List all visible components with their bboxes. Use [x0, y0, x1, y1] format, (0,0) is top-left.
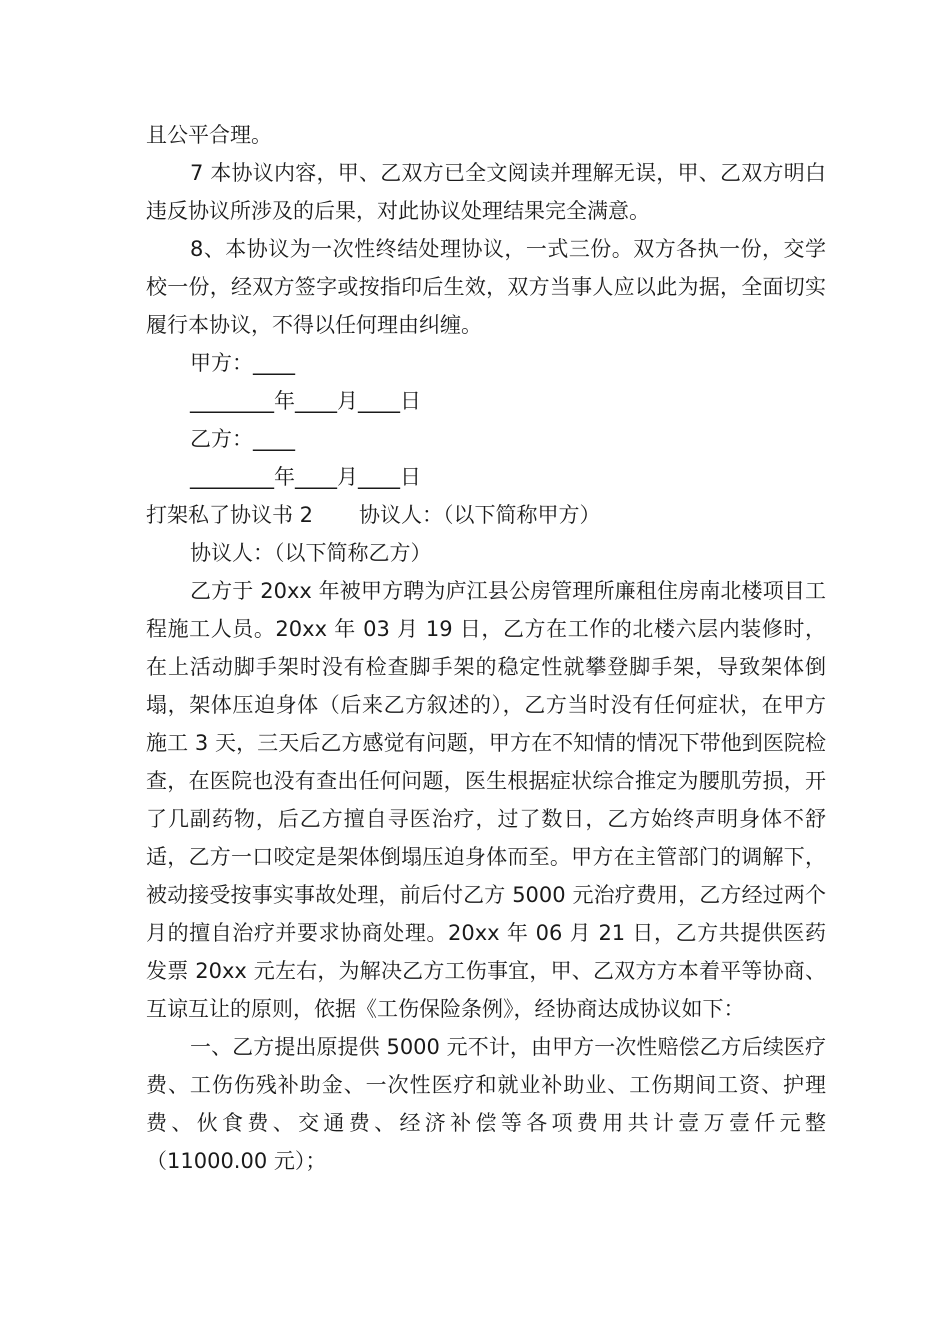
document-page — [146, 116, 826, 1180]
party-a-label: 协议人：（以下简称甲方） — [359, 503, 601, 527]
paragraph-clause-one: 一、乙方提出原提供 5000 元不计，由甲方一次性赔偿乙方后续医疗费、工伤伤残补助金、一次性医疗和就业补助业、工伤期间工资、护理费、伙食费、交通费、经济补偿等各项费用共计壹万壹仟元整（11000.00 元）； — [146, 1035, 826, 1173]
paragraph-intro-tail: 且公平合理。 — [146, 123, 272, 147]
signature-date-b: ________年____月____日 — [190, 465, 421, 489]
paragraph-clause-8: 8、本协议为一次性终结处理协议，一式三份。双方各执一份，交学校一份，经双方签字或按指印后生效，双方当事人应以此为据，全面切实履行本协议，不得以任何理由纠缠。 — [146, 237, 826, 337]
agreement-title: 打架私了协议书 2 — [146, 503, 314, 527]
paragraph-background: 乙方于 20xx 年被甲方聘为庐江县公房管理所廉租住房南北楼项目工程施工人员。20xx 年 03 月 19 日，乙方在工作的北楼六层内装修时，在上活动脚手架时没有检查脚手架的稳定性就攀登脚手架，导致架体倒塌，架体压迫身体（后来乙方叙述的），乙方当时没有任何症状，在甲方施工 3 天，三天后乙方感觉有问题，甲方在不知情的情况下带他到医院检查，在医院也没有查出任何问题，医生根据症状综合推定为腰肌劳损，开了几副药物，后乙方擅自寻医治疗，过了数日，乙方始终声明身体不舒适，乙方一口咬定是架体倒塌压迫身体而至。甲方在主管部门的调解下，被动接受按事实事故处理，前后付乙方 5000 元治疗费用，乙方经过两个月的擅自治疗并要求协商处理。20xx 年 06 月 21 日，乙方共提供医药发票 20xx 元左右，为解决乙方工伤事宜，甲、乙双方方本着平等协商、互谅互让的原则，依据《工伤保险条例》，经协商达成协议如下： — [146, 579, 826, 1021]
party-b-label: 协议人：（以下简称乙方） — [190, 541, 432, 565]
signature-party-a: 甲方：____ — [190, 351, 295, 375]
paragraph-clause-7: 7 本协议内容，甲、乙双方已全文阅读并理解无误，甲、乙双方明白违反协议所涉及的后果，对此协议处理结果完全满意。 — [146, 161, 826, 223]
signature-party-b: 乙方：____ — [190, 427, 295, 451]
signature-date-a: ________年____月____日 — [190, 389, 421, 413]
agreement-title-line — [146, 496, 826, 534]
